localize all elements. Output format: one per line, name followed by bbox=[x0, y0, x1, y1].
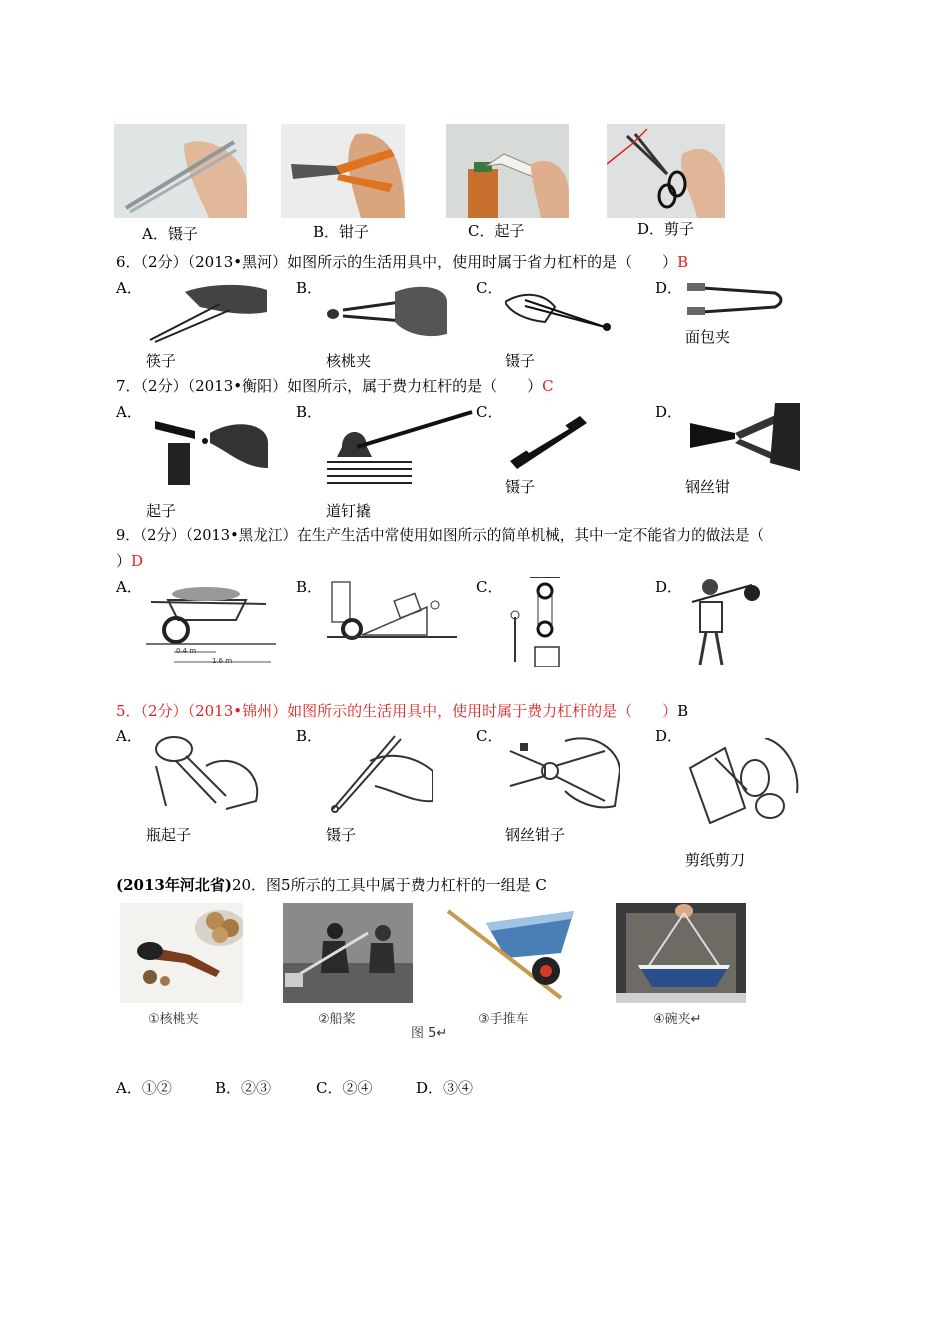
q9-answer: D bbox=[131, 552, 144, 570]
q20-answer: C bbox=[535, 876, 547, 894]
q20-text: (2013年河北省)20．图5所示的工具中属于费力杠杆的一组是 C bbox=[116, 876, 547, 894]
q5-option-a-letter: A． bbox=[116, 727, 142, 745]
q7-option-a-label: 起子 bbox=[146, 502, 177, 520]
q9-option-d-letter: D． bbox=[655, 578, 683, 596]
q5-option-c-letter: C． bbox=[476, 727, 503, 745]
incline-drawing bbox=[327, 577, 457, 643]
paddle-photo bbox=[283, 903, 413, 1003]
bowl-clamp-photo bbox=[616, 903, 746, 1003]
pliers-photo bbox=[281, 124, 405, 218]
q9-option-a-letter: A． bbox=[116, 578, 142, 596]
q5-text: 5．（2分）（2013•锦州）如图所示的生活用具中，使用时属于费力杠杆的是（ ）B bbox=[116, 702, 689, 720]
tweezers-drawing bbox=[505, 282, 615, 337]
q5-option-d-label: 剪纸剪刀 bbox=[685, 851, 746, 869]
tweezers-drawing-2 bbox=[505, 411, 590, 469]
q20-choice-a: A．①② bbox=[116, 1079, 172, 1097]
q20-choice-d: D．③④ bbox=[416, 1079, 474, 1097]
spike-lever-drawing bbox=[327, 407, 477, 487]
q5-option-d-letter: D． bbox=[655, 727, 683, 745]
top-photo-label-a: A．镊子 bbox=[142, 225, 198, 243]
q6-option-b-label: 核桃夹 bbox=[326, 352, 372, 370]
tweezers-photo bbox=[114, 124, 247, 218]
q6-option-b-letter: B． bbox=[296, 279, 323, 297]
chopsticks-drawing bbox=[145, 282, 267, 344]
q20-choice-b: B．②③ bbox=[215, 1079, 272, 1097]
q5-option-b-label: 镊子 bbox=[326, 826, 357, 844]
q7-option-a-letter: A． bbox=[116, 403, 142, 421]
q20-figure-label: 图 5↵ bbox=[411, 1026, 448, 1041]
wheelbarrow-drawing bbox=[146, 582, 276, 668]
q20-caption-paddle: ②船桨 bbox=[318, 1012, 356, 1027]
top-photo-label-b: B．钳子 bbox=[313, 223, 370, 241]
top-photo-label-c: C．起子 bbox=[468, 222, 525, 240]
q7-option-c-label: 镊子 bbox=[505, 478, 536, 496]
q7-option-d-label: 钢丝钳 bbox=[685, 478, 731, 496]
bottle-opener-drawing bbox=[146, 731, 264, 811]
tweezers-sketch bbox=[325, 731, 433, 813]
wire-pliers-sketch bbox=[505, 731, 620, 813]
scissors-photo bbox=[607, 124, 725, 218]
q9-option-c-letter: C． bbox=[476, 578, 503, 596]
walnut-cracker-photo bbox=[120, 903, 243, 1003]
q20-caption-walnut: ①核桃夹 bbox=[148, 1012, 199, 1027]
opener-drawing bbox=[150, 413, 268, 485]
q9-option-b-letter: B． bbox=[296, 578, 323, 596]
q6-option-a-letter: A． bbox=[116, 279, 142, 297]
q6-option-c-letter: C． bbox=[476, 279, 503, 297]
q7-option-c-letter: C． bbox=[476, 403, 503, 421]
q5-answer: B bbox=[677, 702, 689, 720]
q7-option-d-letter: D． bbox=[655, 403, 683, 421]
wheelbarrow-dim-short: 0.4 m bbox=[176, 647, 197, 655]
q7-text: 7．（2分）（2013•衡阳）如图所示，属于费力杠杆的是（ ）C bbox=[116, 377, 554, 395]
pulley-drawing bbox=[505, 577, 570, 667]
q20-prefix: (2013年河北省) bbox=[116, 876, 232, 894]
top-photo-label-d: D．剪子 bbox=[637, 220, 695, 238]
bread-tongs-drawing bbox=[685, 279, 783, 319]
bottle-opener-photo bbox=[446, 124, 569, 218]
q20-caption-wheelbarrow: ③手推车 bbox=[478, 1012, 529, 1027]
q6-text: 6．（2分）（2013•黑河）如图所示的生活用具中，使用时属于省力杠杆的是（ ）B bbox=[116, 253, 689, 271]
q9-text-cont: ）D bbox=[116, 552, 144, 570]
q6-option-a-label: 筷子 bbox=[146, 352, 177, 370]
q5-option-b-letter: B． bbox=[296, 727, 323, 745]
q7-answer: C bbox=[542, 377, 554, 395]
wheelbarrow-dim-long: 1.6 m bbox=[212, 657, 233, 665]
q20-caption-bowl-clamp: ④碗夹↵ bbox=[653, 1012, 702, 1027]
carrying-pole-drawing bbox=[682, 577, 762, 669]
q6-option-d-letter: D． bbox=[655, 279, 683, 297]
wheelbarrow-photo bbox=[446, 903, 579, 1003]
q6-option-c-label: 镊子 bbox=[505, 352, 536, 370]
q6-option-d-label: 面包夹 bbox=[685, 328, 731, 346]
q20-choice-c: C．②④ bbox=[316, 1079, 373, 1097]
q5-option-a-label: 瓶起子 bbox=[146, 826, 192, 844]
q9-text: 9．（2分）（2013•黑龙江）在生产生活中常使用如图所示的简单机械，其中一定不能省力的做法是（ bbox=[116, 527, 765, 544]
nutcracker-drawing bbox=[325, 282, 447, 340]
paper-scissors-sketch bbox=[685, 738, 800, 833]
q5-option-c-label: 钢丝钳子 bbox=[505, 826, 566, 844]
q6-answer: B bbox=[677, 253, 689, 271]
q7-option-b-label: 道钉撬 bbox=[326, 502, 372, 520]
q7-option-b-letter: B． bbox=[296, 403, 323, 421]
wire-pliers-drawing bbox=[685, 403, 800, 471]
